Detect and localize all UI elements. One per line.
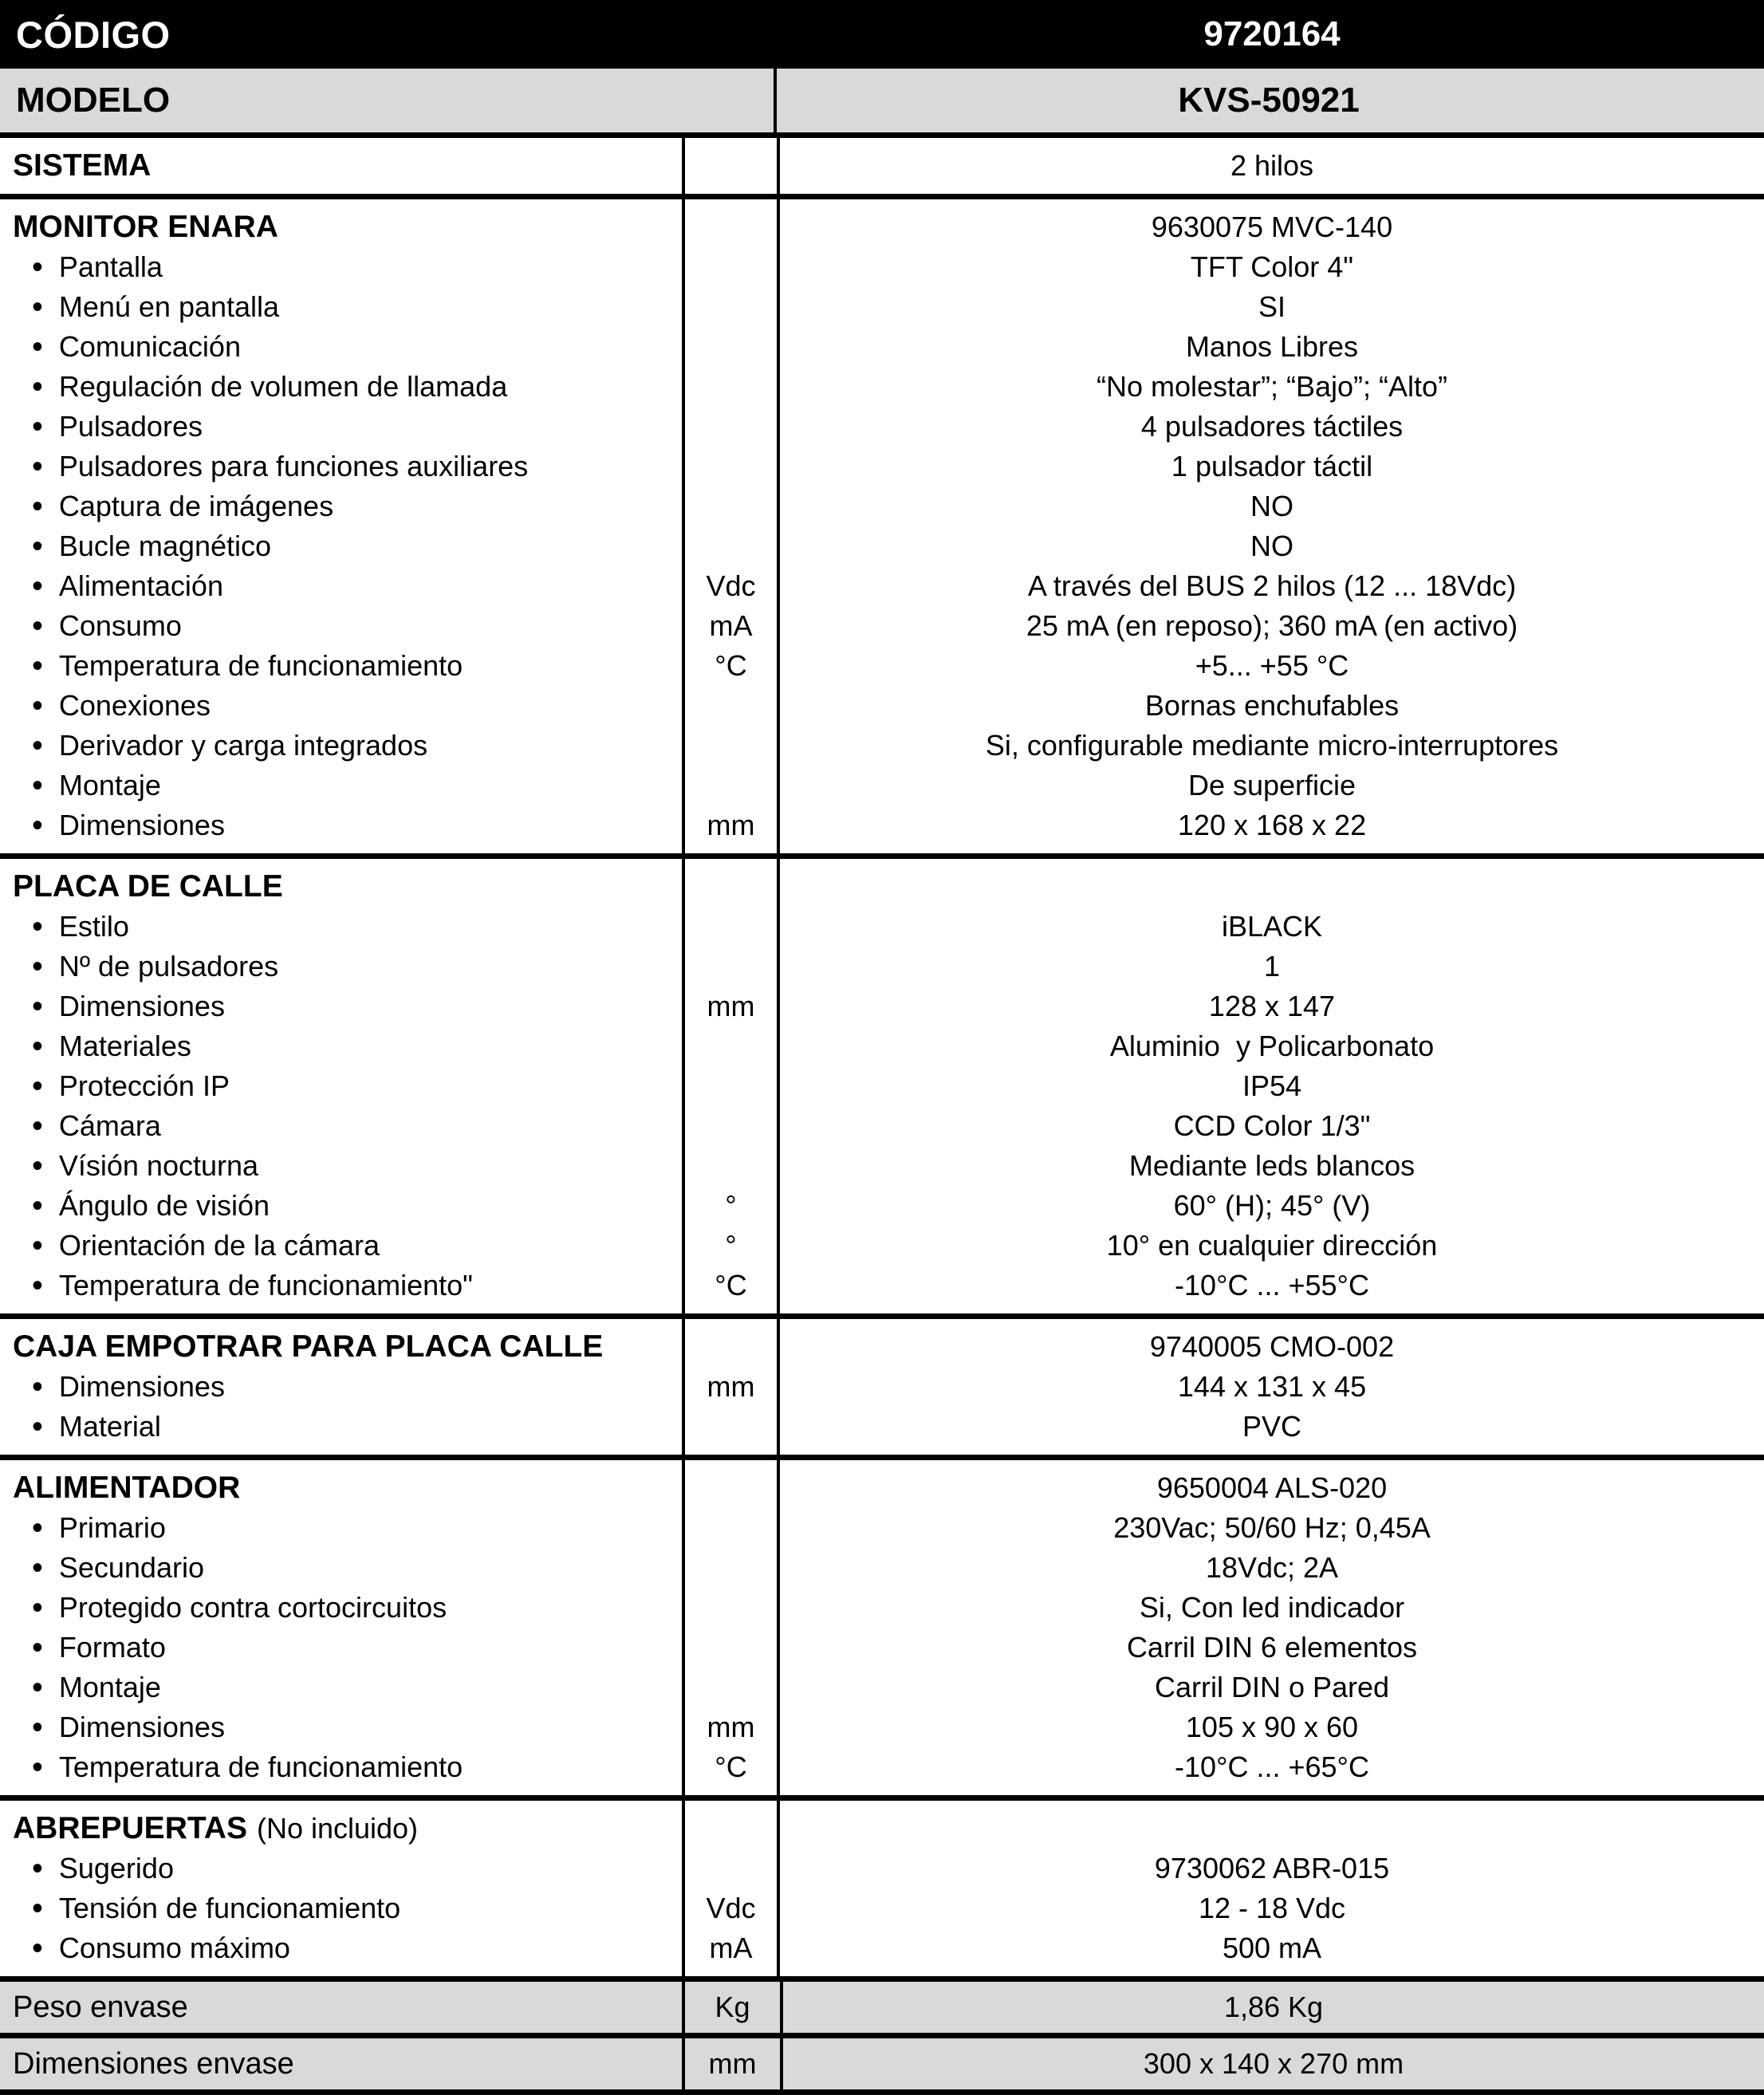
row-label-text: Consumo: [58, 609, 182, 642]
row-unit: [685, 947, 777, 986]
row-label: • Orientación de la cámara: [32, 1228, 380, 1263]
row-label: • Captura de imágenes: [32, 489, 334, 524]
footer-row-unit: mm: [685, 2038, 783, 2089]
row-label-text: Conexiones: [58, 689, 211, 722]
row-label-text: Protección IP: [58, 1069, 230, 1102]
row-unit: °C: [715, 1750, 747, 1783]
row-label: • Dimensiones: [32, 1369, 225, 1404]
row-label-text: Alimentación: [58, 569, 223, 602]
section-title-unit: [685, 1468, 777, 1508]
row-label-text: Secundario: [58, 1551, 204, 1584]
row-label: • Montaje: [32, 768, 161, 803]
row-value: Bornas enchufables: [1144, 689, 1400, 722]
row-label: • Nº de pulsadores: [32, 949, 279, 984]
row-label-text: Captura de imágenes: [58, 490, 334, 522]
row-value: De superficie: [1187, 769, 1356, 801]
row-label-text: Pantalla: [58, 250, 163, 283]
footer-row: [0, 2038, 1764, 2095]
units-column: [685, 199, 780, 853]
row-value: Mediante leds blancos: [1128, 1149, 1416, 1182]
section-title-value: [780, 1809, 1764, 1849]
row-label: • Sugerido: [32, 1851, 174, 1886]
row-label: • Estilo: [32, 909, 129, 944]
row-value: 120 x 168 x 22: [1177, 809, 1367, 841]
section-title: MONITOR ENARA: [13, 210, 278, 244]
footer-row: [0, 1982, 1764, 2038]
footer-row-label: Peso envase: [0, 1982, 685, 2033]
row-label: • Formato: [32, 1630, 166, 1665]
row-label: • Consumo: [32, 608, 182, 644]
row-value: NO: [1250, 490, 1293, 522]
row-label: • Pulsadores: [32, 409, 203, 444]
spec-section: [0, 199, 1764, 859]
labels-column: [0, 1801, 685, 1976]
modelo-label: MODELO: [0, 69, 777, 132]
row-unit: [685, 526, 777, 566]
row-label: • Cámara: [32, 1109, 161, 1144]
row-value: 9730062 ABR-015: [1154, 1852, 1390, 1884]
row-label-text: Nº de pulsadores: [58, 950, 279, 983]
row-unit: mA: [709, 609, 753, 642]
row-label: • Protección IP: [32, 1069, 230, 1104]
section-title-line: [0, 867, 682, 907]
row-unit: Vdc: [706, 569, 756, 602]
row-unit: [685, 686, 777, 726]
section-title-unit: [685, 146, 777, 186]
section-title-value: 9650004 ALS-020: [1156, 1471, 1388, 1504]
labels-column: [0, 859, 685, 1313]
row-label: • Temperatura de funcionamiento: [32, 648, 463, 683]
codigo-label: CÓDIGO: [16, 13, 171, 56]
labels-column: [0, 199, 685, 853]
section-title-unit: [685, 867, 777, 907]
units-column: [685, 1801, 780, 1976]
row-unit: [685, 1106, 777, 1146]
row-label: • Tensión de funcionamiento: [32, 1891, 401, 1926]
row-label: • Bucle magnético: [32, 529, 272, 564]
row-value: Carril DIN 6 elementos: [1126, 1631, 1418, 1664]
row-unit: mA: [709, 1932, 753, 1964]
labels-column: [0, 138, 685, 194]
row-unit: °: [725, 1229, 737, 1262]
row-value: IP54: [1242, 1069, 1302, 1102]
row-unit: [685, 1407, 777, 1447]
row-value: TFT Color 4": [1190, 250, 1354, 283]
row-unit: [685, 766, 777, 805]
row-label-text: Temperatura de funcionamiento: [58, 649, 463, 682]
row-label: • Derivador y carga integrados: [32, 728, 428, 763]
row-unit: mm: [707, 1370, 755, 1403]
section-title-unit: [685, 207, 777, 247]
row-value: PVC: [1242, 1410, 1302, 1443]
row-value: -10°C ... +55°C: [1175, 1269, 1369, 1301]
footer-row-value: 1,86 Kg: [1223, 1991, 1324, 2023]
row-label-text: Montaje: [58, 1671, 161, 1703]
row-value: Si, Con led indicador: [1139, 1591, 1405, 1624]
row-label-text: Regulación de volumen de llamada: [58, 370, 508, 403]
row-label: • Protegido contra cortocircuitos: [32, 1590, 447, 1625]
row-label-text: Consumo máximo: [58, 1932, 290, 1964]
row-unit: [685, 287, 777, 327]
modelo-row: [0, 69, 1764, 138]
row-label-text: Dimensiones: [58, 990, 225, 1022]
row-unit: [685, 447, 777, 486]
row-label-text: Vísión nocturna: [58, 1149, 259, 1182]
row-label-text: Dimensiones: [58, 1711, 225, 1743]
row-label: • Temperatura de funcionamiento: [32, 1750, 463, 1785]
row-label-text: Dimensiones: [58, 1370, 225, 1403]
labels-column: [0, 1460, 685, 1795]
row-label-text: Tensión de funcionamiento: [58, 1892, 401, 1924]
row-unit: [685, 1548, 777, 1588]
row-unit: mm: [707, 809, 755, 841]
row-label-text: Primario: [58, 1511, 166, 1544]
row-label: • Ángulo de visión: [32, 1188, 270, 1223]
row-label: • Comunicación: [32, 329, 241, 364]
row-value: +5... +55 °C: [1195, 649, 1349, 682]
row-value: Aluminio y Policarbonato: [1109, 1030, 1435, 1062]
section-title: ABREPUERTAS: [13, 1811, 247, 1845]
row-value: A través del BUS 2 hilos (12 ... 18Vdc): [1027, 569, 1517, 602]
row-label: • Pulsadores para funciones auxiliares: [32, 449, 529, 484]
row-unit: [685, 1066, 777, 1106]
row-value: 1: [1263, 950, 1281, 983]
row-value: Si, configurable mediante micro-interruptores: [985, 729, 1559, 762]
units-column: [685, 1460, 780, 1795]
spec-section: [0, 1460, 1764, 1801]
footer-row-value: 300 x 140 x 270 mm: [1143, 2047, 1404, 2080]
row-value: “No molestar”; “Bajo”; “Alto”: [1096, 370, 1448, 403]
row-unit: °C: [715, 1269, 747, 1301]
row-unit: [685, 1849, 777, 1888]
row-label: • Regulación de volumen de llamada: [32, 369, 508, 404]
row-label-text: Temperatura de funcionamiento": [58, 1269, 473, 1301]
row-value: NO: [1250, 530, 1293, 562]
section-title-value: 2 hilos: [1230, 149, 1314, 182]
row-unit: °C: [715, 649, 747, 682]
section-title-line: [0, 1809, 682, 1849]
row-unit: Vdc: [706, 1892, 756, 1924]
section-title: ALIMENTADOR: [13, 1471, 241, 1505]
section-title: SISTEMA: [13, 148, 152, 183]
footer-row-label: Dimensiones envase: [0, 2038, 685, 2089]
row-label: • Temperatura de funcionamiento": [32, 1268, 473, 1303]
row-label-text: Formato: [58, 1631, 166, 1664]
values-column: [780, 1801, 1764, 1976]
values-column: [780, 199, 1764, 853]
footer-row-unit: Kg: [685, 1982, 783, 2033]
row-value: 105 x 90 x 60: [1185, 1711, 1359, 1743]
row-label: • Dimensiones: [32, 808, 225, 843]
section-title-unit: [685, 1809, 777, 1849]
row-value: Manos Libres: [1185, 330, 1359, 363]
row-value: 10° en cualquier dirección: [1106, 1229, 1438, 1262]
row-label-text: Cámara: [58, 1109, 161, 1142]
sections-container: [0, 138, 1764, 1982]
row-label-text: Sugerido: [58, 1852, 174, 1884]
row-unit: [685, 1026, 777, 1066]
codigo-value: 9720164: [1203, 14, 1341, 53]
row-label-text: Materiales: [58, 1030, 191, 1062]
section-title: PLACA DE CALLE: [13, 869, 283, 904]
row-label: • Secundario: [32, 1550, 204, 1585]
row-label: • Vísión nocturna: [32, 1148, 259, 1183]
values-column: [780, 1460, 1764, 1795]
row-value: 500 mA: [1222, 1932, 1322, 1964]
row-value: iBLACK: [1221, 910, 1323, 943]
row-label: • Pantalla: [32, 250, 163, 285]
row-label-text: Protegido contra cortocircuitos: [58, 1591, 447, 1624]
row-value: 12 - 18 Vdc: [1198, 1892, 1346, 1924]
row-value: 1 pulsador táctil: [1171, 450, 1373, 482]
modelo-value: KVS-50921: [1178, 81, 1360, 120]
row-unit: [685, 1508, 777, 1548]
section-title-line: [0, 1327, 682, 1367]
values-column: [780, 138, 1764, 194]
row-value: SI: [1258, 290, 1286, 323]
row-value: 25 mA (en reposo); 360 mA (en activo): [1026, 609, 1518, 642]
row-label-text: Orientación de la cámara: [58, 1229, 380, 1262]
row-unit: [685, 1146, 777, 1186]
row-value: 60° (H); 45° (V): [1173, 1189, 1371, 1222]
row-value: 18Vdc; 2A: [1205, 1551, 1339, 1584]
row-unit: [685, 327, 777, 367]
row-label: • Consumo máximo: [32, 1931, 290, 1966]
row-unit: [685, 247, 777, 287]
row-unit: [685, 907, 777, 947]
row-unit: [685, 1628, 777, 1668]
row-label-text: Menú en pantalla: [58, 290, 280, 323]
row-value: 144 x 131 x 45: [1177, 1370, 1367, 1403]
row-value: 230Vac; 50/60 Hz; 0,45A: [1113, 1511, 1431, 1544]
row-unit: [685, 1668, 777, 1707]
section-title-line: [0, 1468, 682, 1508]
row-value: 128 x 147: [1208, 990, 1336, 1022]
section-title-suffix: (No incluido): [256, 1812, 419, 1845]
row-label: • Material: [32, 1409, 161, 1444]
row-label: • Montaje: [32, 1670, 161, 1705]
row-label: • Dimensiones: [32, 989, 225, 1024]
row-label-text: Estilo: [58, 910, 129, 943]
section-title: CAJA EMPOTRAR PARA PLACA CALLE: [13, 1329, 604, 1364]
row-label: • Dimensiones: [32, 1710, 225, 1745]
row-unit: [685, 486, 777, 526]
spec-section: [0, 859, 1764, 1319]
section-title-value: 9740005 CMO-002: [1149, 1330, 1395, 1363]
section-title-value: [780, 867, 1764, 907]
section-title-value: 9630075 MVC-140: [1151, 211, 1393, 243]
spec-section: [0, 138, 1764, 199]
units-column: [685, 1319, 780, 1455]
row-label-text: Material: [58, 1410, 161, 1443]
row-label-text: Ángulo de visión: [58, 1189, 270, 1222]
row-label-text: Temperatura de funcionamiento: [58, 1750, 463, 1783]
row-value: CCD Color 1/3": [1173, 1109, 1371, 1142]
row-label-text: Dimensiones: [58, 809, 225, 841]
values-column: [780, 1319, 1764, 1455]
row-value: 4 pulsadores táctiles: [1140, 410, 1404, 443]
spec-section: [0, 1801, 1764, 1982]
units-column: [685, 859, 780, 1313]
section-title-line: [0, 207, 682, 247]
row-label-text: Pulsadores: [58, 410, 203, 443]
row-label-text: Pulsadores para funciones auxiliares: [58, 450, 529, 482]
row-label-text: Comunicación: [58, 330, 241, 363]
row-label: • Primario: [32, 1510, 166, 1546]
row-label: • Conexiones: [32, 688, 211, 723]
codigo-row: [0, 0, 1764, 69]
row-label-text: Derivador y carga integrados: [58, 729, 428, 762]
row-unit: mm: [707, 1711, 755, 1743]
section-title-line: [0, 146, 682, 186]
row-unit: [685, 726, 777, 766]
row-unit: [685, 367, 777, 407]
row-label: • Menú en pantalla: [32, 289, 280, 325]
spec-section: [0, 1319, 1764, 1460]
section-title-unit: [685, 1327, 777, 1367]
row-unit: [685, 1588, 777, 1628]
row-label-text: Montaje: [58, 769, 161, 801]
row-label: • Alimentación: [32, 569, 223, 604]
row-value: Carril DIN o Pared: [1154, 1671, 1390, 1703]
values-column: [780, 859, 1764, 1313]
labels-column: [0, 1319, 685, 1455]
row-unit: °: [725, 1189, 737, 1222]
row-unit: [685, 407, 777, 447]
row-label-text: Bucle magnético: [58, 530, 272, 562]
row-unit: mm: [707, 990, 755, 1022]
row-label: • Materiales: [32, 1029, 191, 1064]
units-column: [685, 138, 780, 194]
footer-container: [0, 1982, 1764, 2095]
row-value: -10°C ... +65°C: [1175, 1750, 1369, 1783]
